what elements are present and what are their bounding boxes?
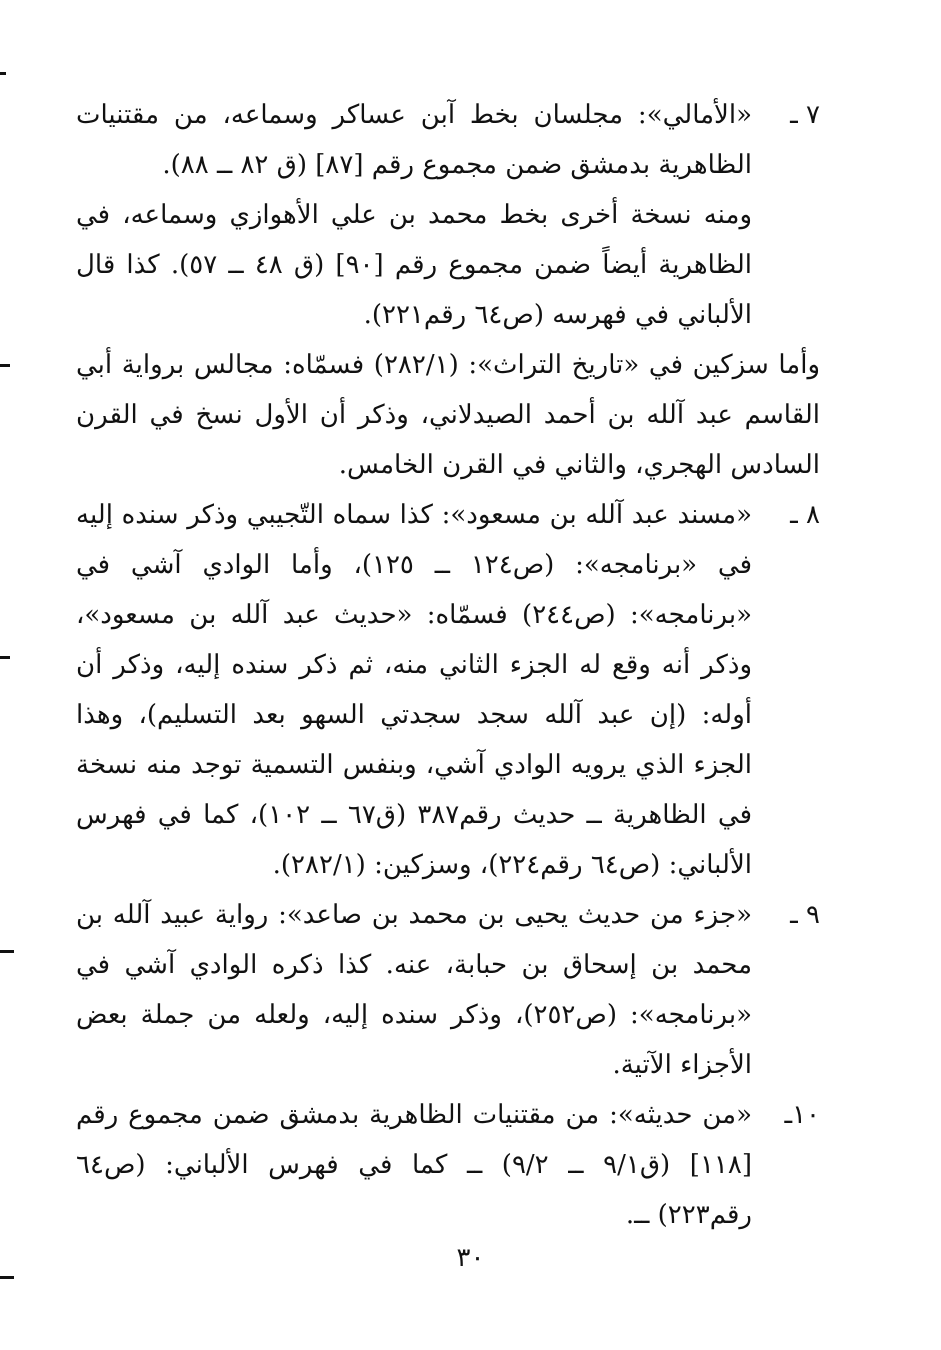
margin-mark — [0, 364, 10, 367]
entry-number: ٧ ـ — [790, 100, 820, 130]
page-number: ٣٠ — [456, 1243, 485, 1273]
entry-10 — [76, 1090, 820, 1240]
paragraph: وأما سزكين في «تاريخ التراث»: (٢٨٢/١) فسمّاه: مجالس برواية أبي القاسم عبد آلله بن أحمد الصيدلاني، وذكر أن الأول نسخ في القرن السادس الهجري، والثاني في القرن الخامس. — [76, 350, 821, 480]
margin-mark — [0, 950, 14, 953]
entry-number: ٩ ـ — [790, 900, 820, 930]
entry-text: «الأمالي»: مجلسان بخط آبن عساكر وسماعه، من مقتنيات الظاهرية بدمشق ضمن مجموع رقم [٨٧] (ق ٨٢ ــ ٨٨). — [76, 100, 752, 180]
entry-text: «مسند عبد آلله بن مسعود»: كذا سماه التّجيبي وذكر سنده إليه في «برنامجه»: (ص١٢٤ ــ ١٢٥)، وأما الوادي آشي في «برنامجه»: (ص٢٤٤) فسمّاه: «حديث عبد آلله بن مسعود»، وذكر أنه وقع له الجزء الثاني منه، ثم ذكر سنده إليه، وذكر أن أوله: (إن عبد آلله سجد سجدتي السهو بعد التسليم)، وهذا الجزء الذي يرويه الوادي آشي، وبنفس التسمية توجد منه نسخة في الظاهرية ــ حديث رقم٣٨٧ (ق٦٧ ــ ١٠٢)، كما في فهرس الألباني: (ص٦٤ رقم٢٢٤)، وسزكين: (٢٨٢/١). — [76, 500, 753, 880]
entry-text: «من حديثه»: من مقتنيات الظاهرية بدمشق ضمن مجموع رقم [١١٨] (ق٩/١ ــ ٩/٢) ــ كما في فهرس الألباني: (ص٦٤ رقم٢٢٣) ــ. — [76, 1100, 752, 1230]
margin-mark — [0, 656, 10, 659]
entry-7 — [76, 90, 820, 340]
entry-9 — [76, 890, 820, 1090]
entry-text: «جزء من حديث يحيى بن محمد بن صاعد»: رواية عبيد آلله بن محمد بن إسحاق بن حبابة، عنه. كذا ذكره الوادي آشي في «برنامجه»: (ص٢٥٢)، وذكر سنده إليه، ولعله من جملة بعض الأجزاء الآتية. — [76, 900, 752, 1080]
page-body — [76, 90, 820, 1240]
entry-8 — [76, 490, 820, 890]
entry-continuation: ومنه نسخة أخرى بخط محمد بن علي الأهوازي وسماعه، في الظاهرية أيضاً ضمن مجموع رقم [٩٠] (ق ٤٨ ــ ٥٧). كذا قال الألباني في فهرسه (ص٦٤ رقم٢٢١). — [76, 200, 752, 330]
entry-number: ١٠ـ — [784, 1100, 820, 1130]
entry-number: ٨ ـ — [790, 500, 820, 530]
margin-mark — [0, 72, 6, 75]
margin-mark — [0, 1276, 14, 1279]
